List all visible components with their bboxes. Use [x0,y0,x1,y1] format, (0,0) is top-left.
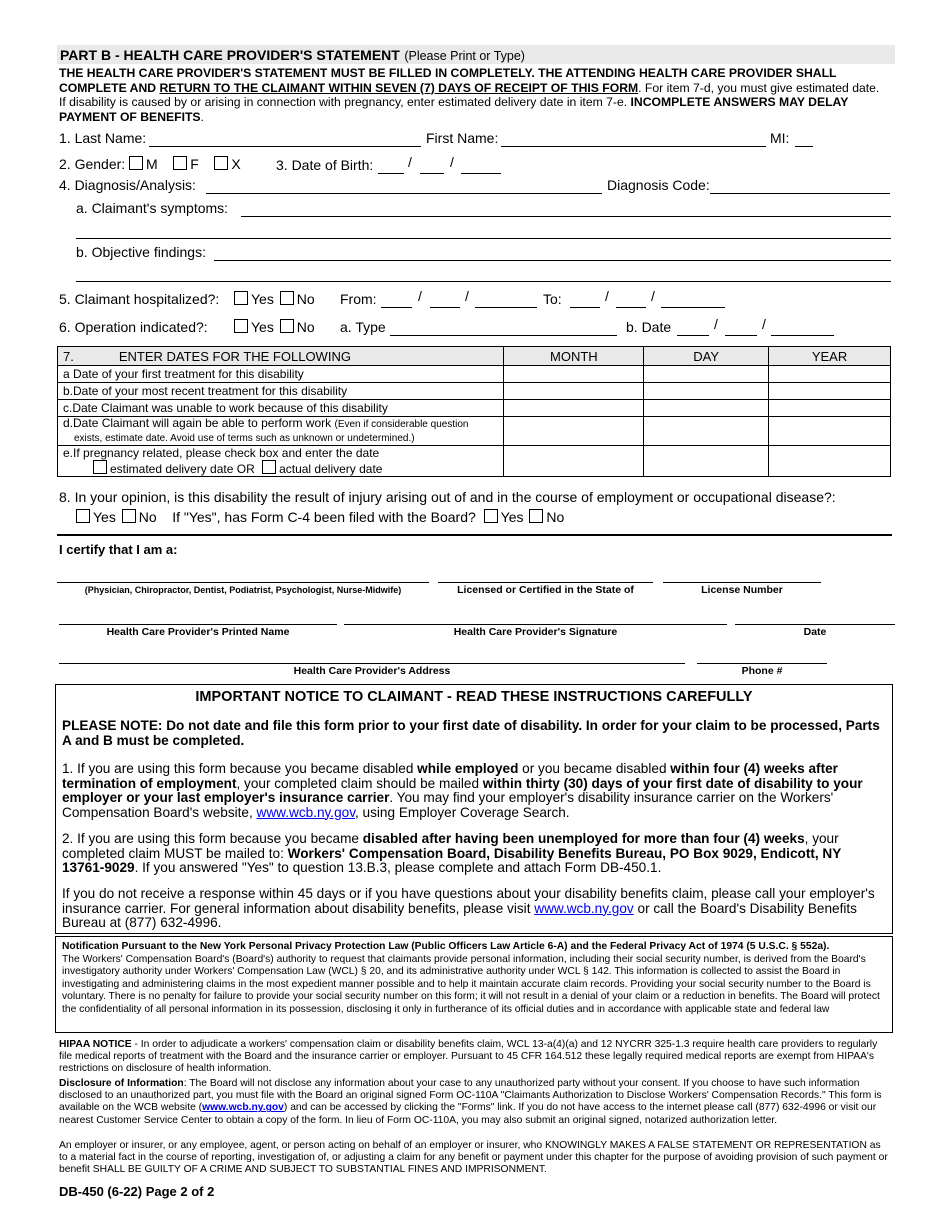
profession-field[interactable] [57,582,429,583]
symptoms-label: a. Claimant's symptoms: [76,200,229,216]
to-slash-1: / [605,288,609,304]
q8-answers [76,509,564,525]
first-name-field[interactable] [501,146,766,147]
row-d-year[interactable] [769,417,891,446]
day-header: DAY [644,347,769,366]
from-slash-2: / [465,288,469,304]
mi-label: MI: [770,130,790,146]
license-state-caption: Licensed or Certified in the State of [457,584,634,596]
row-a-label: a Date of your first treatment for this disability [58,366,504,383]
mi-field[interactable] [795,146,813,147]
dates-table-header [58,347,891,366]
row-d-day[interactable] [644,417,769,446]
c4-no-label: No [546,509,565,525]
operation-date-month[interactable] [677,335,709,336]
symptoms-field-line-2[interactable] [76,238,891,239]
row-e-month[interactable] [504,446,644,477]
printed-name-field[interactable] [59,624,337,625]
printed-name-caption: Health Care Provider's Printed Name [106,626,290,638]
hospital-from-label: From: [340,291,377,307]
notice-title: IMPORTANT NOTICE TO CLAIMANT - READ THESE INSTRUCTIONS CAREFULLY [195,689,753,705]
certify-label: I certify that I am a: [59,542,178,557]
q8-yes-label: Yes [93,509,116,525]
dob-label: 3. Date of Birth: [276,157,374,173]
gender-m-label: M [146,156,158,172]
table-row [58,366,891,383]
notice-box [55,684,893,934]
operation-no-checkbox[interactable] [280,319,294,333]
wcb-link[interactable]: www.wcb.ny.gov [202,1102,284,1114]
hospital-from-day[interactable] [430,307,460,308]
dates-table-title: 7. ENTER DATES FOR THE FOLLOWING [58,347,504,366]
row-b-month[interactable] [504,383,644,400]
op-slash-2: / [762,316,766,332]
row-a-month[interactable] [504,366,644,383]
estimated-delivery-checkbox[interactable] [93,460,107,474]
row-e-day[interactable] [644,446,769,477]
table-row [58,400,891,417]
objective-field[interactable] [214,260,891,261]
dob-slash-1: / [408,154,412,170]
gender-x-checkbox[interactable] [214,156,228,170]
please-note: PLEASE NOTE: Do not date and file this form prior to your first date of disability. In order for your claim to be processed, Parts A and B must be completed. [62,718,880,748]
gender-f-label: F [190,156,199,172]
symptoms-field[interactable] [241,216,891,217]
c4-yes-label: Yes [500,509,524,525]
signature-caption: Health Care Provider's Signature [453,626,618,638]
section-divider [57,534,892,536]
notice-paragraph-1: 1. If you are using this form because you became disabled while employed or you became disabled within four (4) weeks after termination of employment, your completed claim should be mailed within thirty (30) days of your first date of disability to your employer or your last employer's insurance carrier. You may find your employer's disability insurance carrier on the Workers' Compensation Board's website, www.wcb.ny.gov, using Employer Coverage Search. [62,761,863,820]
last-name-label: 1. Last Name: [59,130,147,146]
q8-yes-checkbox[interactable] [76,509,90,523]
diagnosis-field[interactable] [206,193,602,194]
privacy-notice-box [55,936,893,1033]
form-id: DB-450 (6-22) Page 2 of 2 [59,1184,215,1199]
hospitalized-label: 5. Claimant hospitalized?: [59,291,220,307]
row-a-day[interactable] [644,366,769,383]
row-c-month[interactable] [504,400,644,417]
row-d-month[interactable] [504,417,644,446]
signature-field[interactable] [344,624,727,625]
hospital-to-label: To: [543,291,562,307]
hospital-to-month[interactable] [570,307,600,308]
dob-month-field[interactable] [378,173,404,174]
address-caption: Health Care Provider's Address [293,665,451,677]
last-name-field[interactable] [149,146,421,147]
from-slash-1: / [418,288,422,304]
phone-caption: Phone # [741,665,783,677]
row-c-year[interactable] [769,400,891,417]
dob-year-field[interactable] [461,173,501,174]
hospital-from-year[interactable] [475,307,537,308]
row-d-label: d.Date Claimant will again be able to perform work (Even if considerable question exists, estimate date. Avoid use of terms such as unknown or undetermined.) [58,417,504,446]
month-header: MONTH [504,347,644,366]
dob-slash-2: / [450,154,454,170]
diagnosis-code-field[interactable] [710,193,890,194]
privacy-title: Notification Pursuant to the New York Personal Privacy Protection Law (Public Officers Law Article 6-A) and the Federal Privacy Act of 1974 (5 U.S.C. § 552a). [62,941,830,952]
operation-options [234,319,315,335]
table-row [58,383,891,400]
hospitalized-options [234,291,315,307]
license-state-field[interactable] [438,582,653,583]
address-field[interactable] [59,663,685,664]
notice-paragraph-3: If you do not receive a response within 45 days or if you have questions about your disability benefits claim, please call your employer's insurance carrier. For general information about disability benefits, please visit www.wcb.ny.gov or call the Board's Disability Benefits Bureau at (877) 632-4996. [62,886,875,930]
operation-date-label: b. Date [626,319,672,335]
row-c-day[interactable] [644,400,769,417]
op-slash-1: / [714,316,718,332]
license-number-field[interactable] [663,582,821,583]
row-e-label: e.If pregnancy related, please check box and enter the date estimated delivery date OR actual delivery date [58,446,504,477]
operation-label: 6. Operation indicated?: [59,319,208,335]
hospital-to-year[interactable] [661,307,725,308]
hospitalized-no-label: No [296,291,315,307]
license-number-caption: License Number [701,584,783,596]
operation-yes-label: Yes [251,319,274,335]
date-field[interactable] [735,624,895,625]
date-caption: Date [803,626,827,638]
c4-yes-checkbox[interactable] [484,509,498,523]
q8-question: 8. In your opinion, is this disability the result of injury arising out of and in the course of employment or occupational disease?: [59,489,836,505]
year-header: YEAR [769,347,891,366]
operation-yes-checkbox[interactable] [234,319,248,333]
table-row [58,446,891,477]
hospitalized-no-checkbox[interactable] [280,291,294,305]
row-b-year[interactable] [769,383,891,400]
gender-m-checkbox[interactable] [129,156,143,170]
q8-no-label: No [138,509,157,525]
table-row [58,417,891,446]
first-name-label: First Name: [426,130,499,146]
row-b-label: b.Date of your most recent treatment for this disability [58,383,504,400]
q8-no-checkbox[interactable] [122,509,136,523]
privacy-body: The Workers' Compensation Board's (Board's) authority to request that claimants provide personal information, including their social security number, is derived from the Board's investigatory authority under Workers' Compensation Law (WCL) § 20, and its administrative authority under WCL § 142. This information is collected to assist the Board in investigating and administering claims in the most expedient manner possible and to help it maintain accurate claim records. Providing your social security number to the Board is voluntary. There is no penalty for failure to provide your social security number on this form; it will not result in a denial of your claim or a reduction in benefits. The Board will protect the confidentiality of all personal information in its possession, disclosing it only in furtherance of its official duties and in accordance with applicable state and federal law [62,953,880,1015]
row-e-year[interactable] [769,446,891,477]
hospitalized-yes-checkbox[interactable] [234,291,248,305]
hospitalized-yes-label: Yes [251,291,274,307]
hospital-from-month[interactable] [381,307,412,308]
gender-x-label: X [231,156,241,172]
dates-table [57,346,891,477]
dob-day-field[interactable] [420,173,444,174]
operation-date-year[interactable] [771,335,834,336]
operation-no-label: No [296,319,315,335]
wcb-link[interactable]: www.wcb.ny.gov [534,900,634,916]
phone-field[interactable] [697,663,827,664]
wcb-link[interactable]: www.wcb.ny.gov [256,804,355,820]
operation-date-day[interactable] [725,335,757,336]
gender-f-checkbox[interactable] [173,156,187,170]
hipaa-notice: HIPAA NOTICE - In order to adjudicate a workers' compensation claim or disability benefits claim, WCL 13-a(4)(a) and 12 NYCRR 325-1.3 require health care providers to regularly file medical reports of treatment with the Board and the insurance carrier or employer. Pursuant to 45 CFR 164.512 these legally required medical reports are exempt from HIPAA's restrictions on disclosure of health information. [59,1039,878,1075]
profession-caption: (Physician, Chiropractor, Dentist, Podiatrist, Psychologist, Nurse-Midwife) [84,585,402,595]
gender-label: 2. Gender: [59,156,126,172]
c4-no-checkbox[interactable] [529,509,543,523]
part-b-title: PART B - HEALTH CARE PROVIDER'S STATEMENT (Please Print or Type) [60,47,525,63]
disclosure-notice: Disclosure of Information: The Board will not disclose any information about your case to any unauthorized party without your consent. If you choose to have such information disclosed to an unauthorized part, you must file with the Board an original signed Form OC-110A "Claimants Authorization to Disclose Workers' Compensation Records." This form is available on the WCB website (www.wcb.ny.gov) and can be accessed by clicking the "Forms" link. If you do not have access to the internet please call (877) 632-4996 or visit our nearest Customer Service Center to obtain a copy of the form. In lieu of Form OC-110A, you may also submit an original signed, notarized authorization letter. [59,1078,882,1126]
row-a-year[interactable] [769,366,891,383]
operation-type-field[interactable] [390,335,617,336]
c4-question: If "Yes", has Form C-4 been filed with the Board? [172,509,476,525]
objective-label: b. Objective findings: [76,244,206,260]
row-c-label: c.Date Claimant was unable to work because of this disability [58,400,504,417]
hospital-to-day[interactable] [616,307,646,308]
gender-row [59,156,241,172]
diagnosis-label: 4. Diagnosis/Analysis: [59,177,196,193]
actual-delivery-checkbox[interactable] [262,460,276,474]
notice-paragraph-2: 2. If you are using this form because you became disabled after having been unemployed for more than four (4) weeks, your completed claim MUST be mailed to: Workers' Compensation Board, Disability Benefits Bureau, PO Box 9029, Endicott, NY 13761-9029. If you answered "Yes" to question 13.B.3, please complete and attach Form DB-450.1. [62,831,842,875]
to-slash-2: / [651,288,655,304]
objective-field-line-2[interactable] [76,281,891,282]
row-b-day[interactable] [644,383,769,400]
instructions-paragraph: THE HEALTH CARE PROVIDER'S STATEMENT MUST BE FILLED IN COMPLETELY. THE ATTENDING HEALTH CARE PROVIDER SHALL COMPLETE AND RETURN TO THE CLAIMANT WITHIN SEVEN (7) DAYS OF RECEIPT OF THIS FORM. For item 7-d, you must give estimated date. If disability is caused by or arising in connection with pregnancy, enter estimated delivery date in item 7-e. INCOMPLETE ANSWERS MAY DELAY PAYMENT OF BENEFITS. [59,66,880,124]
diagnosis-code-label: Diagnosis Code: [607,177,710,193]
operation-type-label: a. Type [340,319,386,335]
fraud-warning: An employer or insurer, or any employee, agent, or person acting on behalf of an employer or insurer, who KNOWINGLY MAKES A FALSE STATEMENT OR REPRESENTATION as to a material fact in the course of reporting, investigation of, or adjusting a claim for any benefit or payment under this chapter for the purpose of avoiding provision of such payment or benefit SHALL BE GUILTY OF A CRIME AND SUBJECT TO SUBSTANTIAL FINES AND IMPRISONMENT. [59,1140,888,1176]
